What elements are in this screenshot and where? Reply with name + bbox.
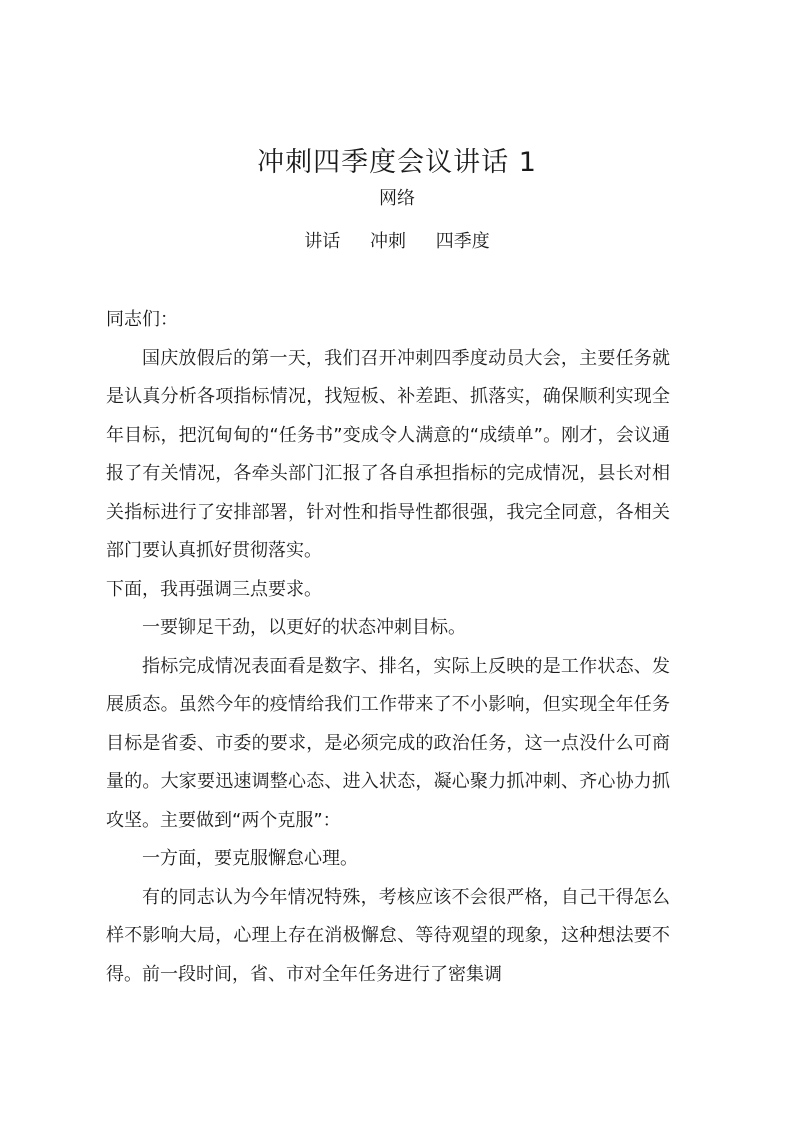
- document-body: [106, 301, 670, 994]
- keyword-item: 冲刺: [370, 231, 406, 252]
- paragraph: 指标完成情况表面看是数字、排名，实际上反映的是工作状态、发展质态。虽然今年的疫情给我们工作带来了不小影响，但实现全年任务目标是省委、市委的要求，是必须完成的政治任务，这一点没什么可商量的。大家要迅速调整心态、进入状态，凝心聚力抓冲刺、齐心协力抓攻坚。主要做到“两个克服”：: [106, 655, 670, 831]
- sub-heading: 一方面，要克服懈怠心理。: [142, 848, 358, 869]
- section-heading: 一要铆足干劲，以更好的状态冲刺目标。: [142, 617, 466, 638]
- paragraph: 有的同志认为今年情况特殊，考核应该不会很严格，自己干得怎么样不影响大局，心理上存在消极懈怠、等待观望的现象，这种想法要不得。前一段时间，省、市对全年任务进行了密集调: [106, 886, 670, 985]
- document-title: 冲刺四季度会议讲话 1: [257, 147, 537, 178]
- document-author: 网络: [379, 188, 415, 209]
- paragraph-continuation: 下面，我再强调三点要求。: [106, 578, 322, 600]
- keyword-list: [0, 229, 794, 255]
- keyword-item: 四季度: [435, 231, 490, 252]
- paragraph: [106, 340, 670, 571]
- paragraph-text: 国庆放假后的第一天，我们召开冲刺四季度动员大会，主要任务就是认真分析各项指标情况，找短板、补差距、抓落实，确保顺利实现全年目标，把沉甸甸的“任务书”变成令人满意的“成绩单”。刚才，会议通报了有关情况，各牵头部门汇报了各自承担指标的完成情况，县长对相关指标进行了安排部署，针对性和指导性都很强，我完全同意，各相关部门要认真抓好贯彻落实。: [106, 347, 670, 561]
- keyword-item: 讲话: [304, 231, 341, 252]
- salutation: 同志们：: [106, 309, 178, 330]
